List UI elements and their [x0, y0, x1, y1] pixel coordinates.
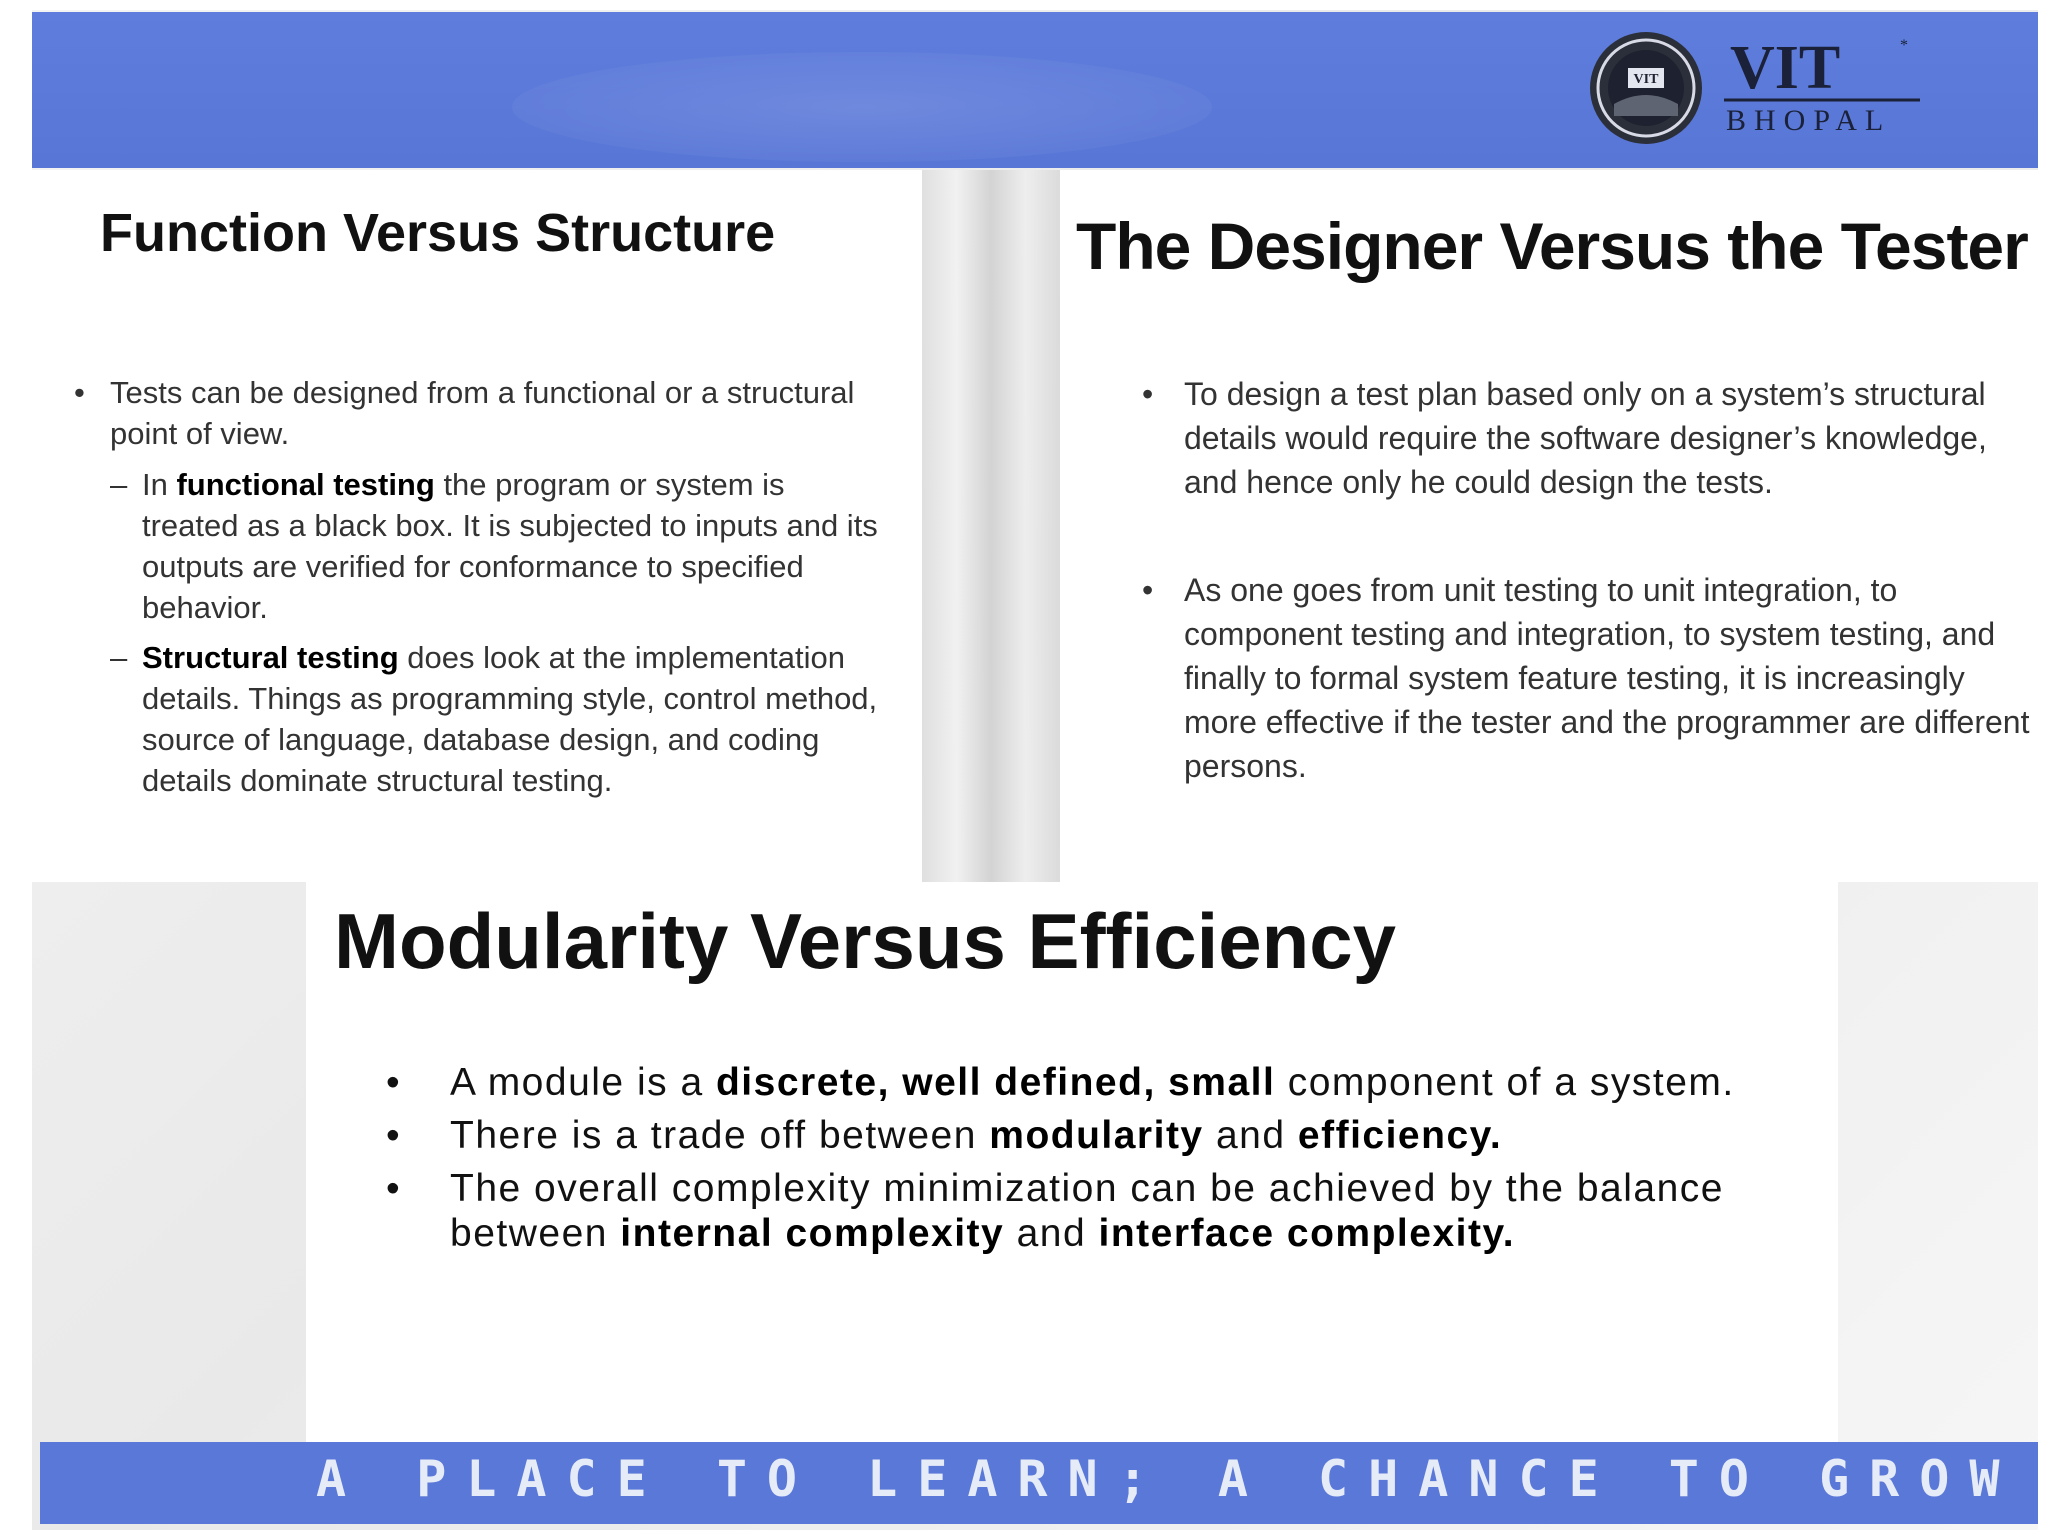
list-item: • As one goes from unit testing to unit integration, to component testing and integration, to system testing, and finally to formal system feature testing, it is increasingly more effective if the tester and the programmer are different persons.	[1142, 568, 2032, 788]
list-item: • To design a test plan based only on a system’s structural details would require the software designer’s knowledge, and hence only he could design the tests.	[1142, 372, 2032, 504]
modularity-list	[386, 1060, 1786, 1264]
term-structural-testing: Structural testing	[142, 640, 399, 675]
svg-text:VIT: VIT	[1633, 72, 1659, 87]
title-modularity-vs-efficiency: Modularity Versus Efficiency	[334, 897, 1397, 985]
list-item	[70, 372, 880, 801]
designer-tester-list	[1142, 372, 2032, 852]
bullet-text: Tests can be designed from a functional or a structural point of view.	[110, 375, 855, 451]
term-functional-testing: functional testing	[176, 467, 435, 502]
logo-subtext: BHOPAL	[1726, 104, 1892, 137]
sub-list	[110, 464, 880, 801]
svg-text:*: *	[1900, 37, 1908, 54]
emblem-icon	[1590, 32, 1702, 144]
vit-bhopal-logo	[1588, 26, 1928, 156]
title-designer-vs-tester: The Designer Versus the Tester	[1076, 209, 2028, 283]
list-item: • There is a trade off between modularity and efficiency.	[386, 1113, 1786, 1158]
sub-item-functional-testing: – In functional testing the program or system is treated as a black box. It is subjected to inputs and its outputs are verified for conformance to specified behavior.	[110, 467, 878, 625]
banner-sheen	[512, 52, 1212, 162]
list-item: • A module is a discrete, well defined, small component of a system.	[386, 1060, 1786, 1105]
logo-text: VIT	[1730, 34, 1841, 102]
function-structure-list	[70, 372, 880, 810]
title-function-vs-structure: Function Versus Structure	[100, 203, 776, 263]
footer-tagline: A PLACE TO LEARN; A CHANCE TO GROW	[316, 1450, 2020, 1508]
decorative-swirl	[922, 170, 1060, 882]
sub-item-structural-testing: – Structural testing does look at the implementation details. Things as programming style, control method, source of language, database design, and coding details dominate structural testing.	[110, 640, 878, 798]
list-item: • The overall complexity minimization can be achieved by the balance between internal complexity and interface complexity.	[386, 1166, 1786, 1256]
